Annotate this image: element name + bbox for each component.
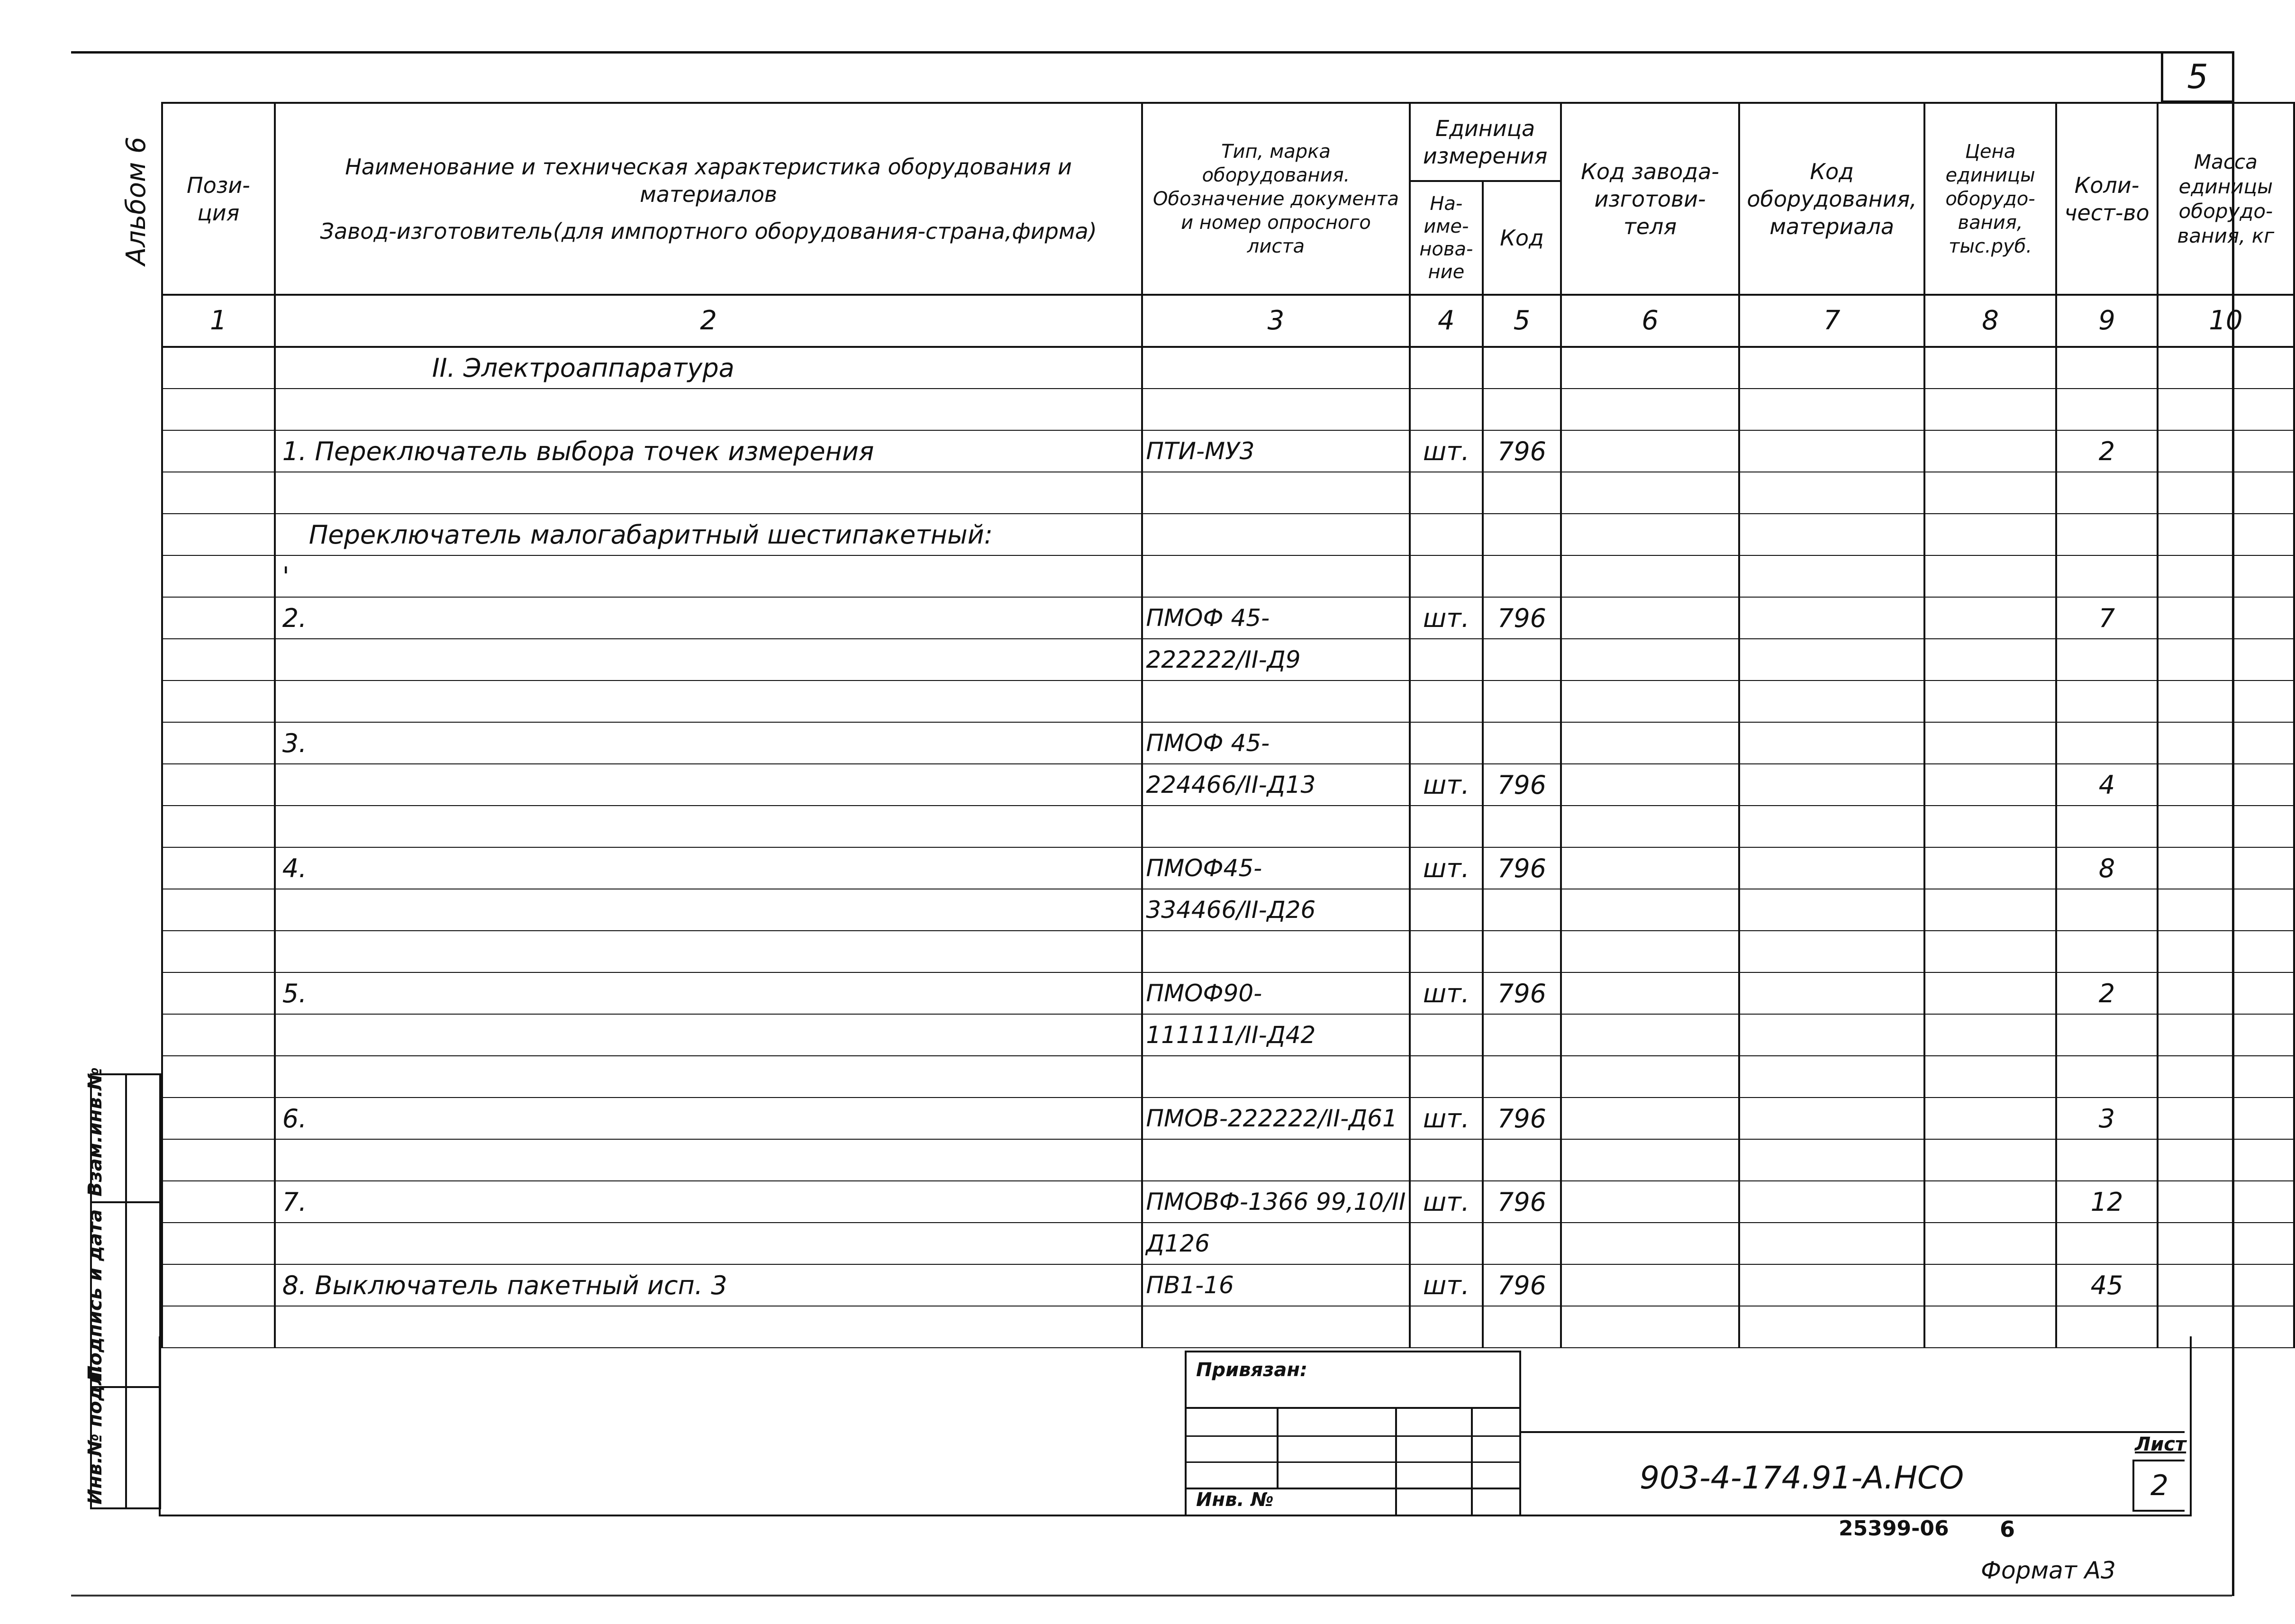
- header-name-line2: Завод-изготовитель(для импортного оборудования-страна,фирма): [320, 218, 1097, 244]
- cell-empty: [1924, 889, 2056, 931]
- header-equipment-code: Код оборудования, материала: [1739, 103, 1924, 295]
- cell-empty: [2158, 472, 2294, 514]
- cell-empty: [162, 430, 275, 472]
- cell-name: [275, 931, 1143, 972]
- cell-qty: 2: [2056, 430, 2158, 472]
- column-number: 2: [275, 295, 1143, 347]
- cell-code: 796: [1483, 430, 1561, 472]
- cell-empty: [1924, 1098, 2056, 1139]
- cell-qty: [2056, 389, 2158, 430]
- cell-empty: [1561, 889, 1740, 931]
- header-type: Тип, марка оборудования. Обозначение документа и номер опросного листа: [1142, 103, 1409, 295]
- cell-empty: [1561, 514, 1740, 555]
- cell-empty: [162, 1056, 275, 1098]
- cell-unit: [1410, 722, 1483, 764]
- cell-empty: [2158, 514, 2294, 555]
- cell-empty: [162, 931, 275, 972]
- cell-type: [1142, 1056, 1409, 1098]
- table-row: [162, 1223, 2294, 1264]
- table-row: [162, 1014, 2294, 1056]
- cell-empty: [2158, 1264, 2294, 1306]
- cell-unit: шт.: [1410, 847, 1483, 889]
- cell-unit: шт.: [1410, 764, 1483, 806]
- cell-empty: [2158, 847, 2294, 889]
- cell-empty: [2158, 972, 2294, 1014]
- cell-name: 1. Переключатель выбора точек измерения: [275, 430, 1143, 472]
- cell-empty: [162, 514, 275, 555]
- inv-number-label: Инв. №: [1196, 1489, 1274, 1511]
- cell-empty: [1924, 347, 2056, 389]
- cell-empty: [1924, 972, 2056, 1014]
- cell-empty: [1561, 847, 1740, 889]
- cell-empty: [162, 639, 275, 680]
- cell-unit: [1410, 1139, 1483, 1181]
- table-row: [162, 430, 2294, 472]
- cell-type: ПМОФ 45-: [1142, 597, 1409, 639]
- cell-empty: [162, 847, 275, 889]
- table-row: [162, 847, 2294, 889]
- cell-code: 796: [1483, 972, 1561, 1014]
- cell-unit: [1410, 1014, 1483, 1056]
- cell-name: [275, 389, 1143, 430]
- table-row: [162, 639, 2294, 680]
- specification-table: [161, 102, 2295, 1348]
- table-row: [162, 1264, 2294, 1306]
- cell-name: 6.: [275, 1098, 1143, 1139]
- cell-unit: [1410, 639, 1483, 680]
- cell-type: ПМОВФ-1366 99,10/II: [1142, 1181, 1409, 1223]
- stamp-inv-orig: Инв.№ подл.: [92, 1388, 161, 1509]
- cell-empty: [162, 1139, 275, 1181]
- cell-qty: [2056, 472, 2158, 514]
- stamp-vzam-inv: Взам.инв.№: [92, 1075, 161, 1203]
- cell-type: 222222/II-Д9: [1142, 639, 1409, 680]
- cell-empty: [1924, 639, 2056, 680]
- column-number: 6: [1561, 295, 1740, 347]
- header-unit-name: На-име-нова-ние: [1410, 181, 1483, 295]
- cell-name: [275, 1223, 1143, 1264]
- cell-empty: [2158, 639, 2294, 680]
- cell-qty: [2056, 555, 2158, 597]
- cell-qty: [2056, 680, 2158, 722]
- cell-empty: [1561, 389, 1740, 430]
- cell-empty: [162, 1014, 275, 1056]
- cell-type: ПМОФ90-: [1142, 972, 1409, 1014]
- cell-type: [1142, 1139, 1409, 1181]
- cell-code: [1483, 347, 1561, 389]
- cell-empty: [1924, 1056, 2056, 1098]
- cell-empty: [1739, 430, 1924, 472]
- header-price: Цена единицы оборудо-вания, тыс.руб.: [1924, 103, 2056, 295]
- cell-empty: [1561, 639, 1740, 680]
- cell-empty: [162, 1264, 275, 1306]
- cell-empty: [1739, 347, 1924, 389]
- cell-name: 5.: [275, 972, 1143, 1014]
- cell-empty: [2158, 1139, 2294, 1181]
- cell-name: [275, 764, 1143, 806]
- table-row: [162, 972, 2294, 1014]
- cell-qty: [2056, 1223, 2158, 1264]
- bottom-frame-line: [71, 1595, 2232, 1597]
- header-name: [275, 103, 1143, 295]
- cell-qty: [2056, 722, 2158, 764]
- cell-unit: шт.: [1410, 597, 1483, 639]
- cell-empty: [1561, 597, 1740, 639]
- cell-type: ПМОФ45-: [1142, 847, 1409, 889]
- cell-empty: [1561, 1139, 1740, 1181]
- cell-empty: [1739, 1139, 1924, 1181]
- cell-empty: [1924, 430, 2056, 472]
- cell-code: [1483, 1014, 1561, 1056]
- cell-empty: [2158, 1223, 2294, 1264]
- cell-empty: [2158, 430, 2294, 472]
- cell-empty: [2158, 347, 2294, 389]
- cell-empty: [1739, 1264, 1924, 1306]
- cell-empty: [1739, 514, 1924, 555]
- cell-code: 796: [1483, 597, 1561, 639]
- cell-code: [1483, 555, 1561, 597]
- cell-name: Переключатель малогабаритный шестипакетный:: [275, 514, 1143, 555]
- cell-unit: [1410, 806, 1483, 847]
- cell-code: [1483, 1056, 1561, 1098]
- cell-empty: [162, 680, 275, 722]
- cell-name: [275, 1056, 1143, 1098]
- cell-empty: [1561, 1264, 1740, 1306]
- cell-empty: [1561, 931, 1740, 972]
- cell-empty: [1739, 722, 1924, 764]
- cell-name: 7.: [275, 1181, 1143, 1223]
- column-number-row: [162, 295, 2294, 347]
- cell-qty: [2056, 347, 2158, 389]
- cell-empty: [2158, 680, 2294, 722]
- cell-name: 4.: [275, 847, 1143, 889]
- cell-type: 334466/II-Д26: [1142, 889, 1409, 931]
- cell-type: [1142, 514, 1409, 555]
- cell-code: [1483, 889, 1561, 931]
- cell-code: 796: [1483, 847, 1561, 889]
- cell-code: [1483, 1223, 1561, 1264]
- cell-empty: [1924, 931, 2056, 972]
- cell-type: Д126: [1142, 1223, 1409, 1264]
- cell-empty: [1561, 680, 1740, 722]
- cell-empty: [1924, 389, 2056, 430]
- cell-code: 796: [1483, 1181, 1561, 1223]
- cell-empty: [2158, 764, 2294, 806]
- cell-empty: [1924, 1181, 2056, 1223]
- cell-code: [1483, 472, 1561, 514]
- cell-qty: [2056, 1056, 2158, 1098]
- cell-code: [1483, 389, 1561, 430]
- cell-type: [1142, 931, 1409, 972]
- cell-empty: [1924, 514, 2056, 555]
- cell-qty: 3: [2056, 1098, 2158, 1139]
- cell-empty: [1924, 597, 2056, 639]
- cell-qty: [2056, 514, 2158, 555]
- column-number: 9: [2056, 295, 2158, 347]
- cell-empty: [1739, 639, 1924, 680]
- cell-empty: [1739, 1181, 1924, 1223]
- cell-qty: 45: [2056, 1264, 2158, 1306]
- cell-empty: [162, 347, 275, 389]
- header-mass: Масса единицы оборудо-вания, кг: [2158, 103, 2294, 295]
- cell-empty: [1739, 889, 1924, 931]
- cell-empty: [1561, 347, 1740, 389]
- column-number: 4: [1410, 295, 1483, 347]
- table-row: [162, 806, 2294, 847]
- cell-empty: [1739, 389, 1924, 430]
- cell-empty: [2158, 555, 2294, 597]
- cell-empty: [1561, 806, 1740, 847]
- top-frame-line: [71, 51, 2232, 54]
- header-name-line1: Наименование и техническая характеристика оборудования и материалов: [345, 154, 1072, 207]
- cell-empty: [162, 722, 275, 764]
- cell-empty: [162, 1098, 275, 1139]
- cell-empty: [1739, 764, 1924, 806]
- cell-code: [1483, 806, 1561, 847]
- cell-empty: [162, 806, 275, 847]
- cell-empty: [2158, 389, 2294, 430]
- page-sheet-number: 5: [2161, 53, 2232, 103]
- table-row: [162, 1056, 2294, 1098]
- cell-empty: [1924, 764, 2056, 806]
- cell-empty: [1924, 722, 2056, 764]
- cell-type: ПМОВ-222222/II-Д61: [1142, 1098, 1409, 1139]
- cell-empty: [162, 972, 275, 1014]
- cell-empty: [1739, 847, 1924, 889]
- archive-number: 25399-06: [1839, 1516, 1949, 1541]
- cell-name: 2.: [275, 597, 1143, 639]
- cell-unit: [1410, 1056, 1483, 1098]
- cell-empty: [1924, 1264, 2056, 1306]
- cell-empty: [2158, 597, 2294, 639]
- column-number: 5: [1483, 295, 1561, 347]
- cell-type: [1142, 472, 1409, 514]
- table-row: [162, 1181, 2294, 1223]
- cell-code: 796: [1483, 1098, 1561, 1139]
- cell-qty: 4: [2056, 764, 2158, 806]
- cell-empty: [1739, 680, 1924, 722]
- table-row: [162, 389, 2294, 430]
- cell-name: [275, 472, 1143, 514]
- cell-empty: [1561, 430, 1740, 472]
- column-number: 1: [162, 295, 275, 347]
- cell-code: [1483, 1139, 1561, 1181]
- cell-type: [1142, 347, 1409, 389]
- cell-empty: [2158, 1181, 2294, 1223]
- stamp-sign-date: Подпись и дата: [92, 1203, 161, 1388]
- cell-empty: [1739, 806, 1924, 847]
- cell-unit: шт.: [1410, 1181, 1483, 1223]
- cell-qty: [2056, 889, 2158, 931]
- cell-empty: [1739, 1098, 1924, 1139]
- cell-qty: 8: [2056, 847, 2158, 889]
- cell-empty: [1924, 555, 2056, 597]
- cell-unit: шт.: [1410, 972, 1483, 1014]
- cell-empty: [2158, 931, 2294, 972]
- sheet-number: 2: [2132, 1460, 2185, 1512]
- cell-name: [275, 806, 1143, 847]
- cell-code: [1483, 514, 1561, 555]
- cell-empty: [1924, 1223, 2056, 1264]
- cell-empty: [162, 1223, 275, 1264]
- cell-empty: [162, 555, 275, 597]
- cell-empty: [1739, 1223, 1924, 1264]
- cell-unit: [1410, 514, 1483, 555]
- header-factory-code: Код завода-изготови-теля: [1561, 103, 1740, 295]
- cell-empty: [1561, 1056, 1740, 1098]
- cell-name: 3.: [275, 722, 1143, 764]
- cell-empty: [2158, 1056, 2294, 1098]
- cell-empty: [1739, 1014, 1924, 1056]
- binding-block: [1185, 1351, 1521, 1516]
- cell-type: ПМОФ 45-: [1142, 722, 1409, 764]
- cell-qty: 12: [2056, 1181, 2158, 1223]
- cell-code: [1483, 639, 1561, 680]
- table-row: [162, 1098, 2294, 1139]
- cell-empty: [1739, 931, 1924, 972]
- cell-code: [1483, 931, 1561, 972]
- cell-type: ПВ1-16: [1142, 1264, 1409, 1306]
- table-row: [162, 889, 2294, 931]
- cell-name: [275, 639, 1143, 680]
- column-number: 8: [1924, 295, 2056, 347]
- cell-type: 224466/II-Д13: [1142, 764, 1409, 806]
- table-row: [162, 931, 2294, 972]
- bound-label: Привязан:: [1196, 1359, 1307, 1381]
- cell-type: ПТИ-МУ3: [1142, 430, 1409, 472]
- cell-code: 796: [1483, 1264, 1561, 1306]
- approval-stamp: [84, 1067, 161, 1509]
- cell-empty: [1739, 555, 1924, 597]
- cell-empty: [1739, 472, 1924, 514]
- table-row: [162, 722, 2294, 764]
- cell-type: [1142, 680, 1409, 722]
- cell-empty: [162, 597, 275, 639]
- cell-unit: [1410, 1223, 1483, 1264]
- cell-empty: [1924, 472, 2056, 514]
- cell-unit: [1410, 931, 1483, 972]
- cell-empty: [1924, 847, 2056, 889]
- cell-type: 111111/II-Д42: [1142, 1014, 1409, 1056]
- archive-sheet: 6: [2000, 1516, 2015, 1542]
- cell-empty: [1924, 1139, 2056, 1181]
- cell-empty: [1561, 722, 1740, 764]
- cell-empty: [1924, 1014, 2056, 1056]
- cell-qty: [2056, 931, 2158, 972]
- cell-unit: [1410, 889, 1483, 931]
- cell-empty: [1561, 555, 1740, 597]
- header-quantity: Коли-чест-во: [2056, 103, 2158, 295]
- cell-unit: шт.: [1410, 1264, 1483, 1306]
- cell-qty: 2: [2056, 972, 2158, 1014]
- cell-unit: [1410, 389, 1483, 430]
- cell-qty: [2056, 806, 2158, 847]
- cell-name: 8. Выключатель пакетный исп. 3: [275, 1264, 1143, 1306]
- cell-empty: [1561, 972, 1740, 1014]
- cell-empty: [1739, 1056, 1924, 1098]
- table-row: [162, 347, 2294, 389]
- column-number: 10: [2158, 295, 2294, 347]
- cell-name: [275, 889, 1143, 931]
- cell-unit: [1410, 555, 1483, 597]
- cell-empty: [1739, 597, 1924, 639]
- table-row: [162, 680, 2294, 722]
- cell-empty: [1739, 972, 1924, 1014]
- cell-empty: [162, 764, 275, 806]
- format-label: Формат А3: [1981, 1557, 2116, 1584]
- cell-name: ': [275, 555, 1143, 597]
- cell-name: [275, 1139, 1143, 1181]
- cell-empty: [1561, 472, 1740, 514]
- cell-empty: [1561, 1014, 1740, 1056]
- cell-qty: [2056, 1014, 2158, 1056]
- cell-name: [275, 680, 1143, 722]
- table-row: [162, 597, 2294, 639]
- cell-type: [1142, 389, 1409, 430]
- header-unit-code: Код: [1483, 181, 1561, 295]
- cell-unit: [1410, 680, 1483, 722]
- cell-empty: [2158, 889, 2294, 931]
- cell-empty: [1561, 764, 1740, 806]
- cell-empty: [1561, 1223, 1740, 1264]
- header-position: Пози-ция: [162, 103, 275, 295]
- cell-empty: [162, 1181, 275, 1223]
- cell-type: [1142, 806, 1409, 847]
- cell-empty: [162, 472, 275, 514]
- cell-qty: [2056, 1139, 2158, 1181]
- table-row: [162, 1139, 2294, 1181]
- cell-code: 796: [1483, 764, 1561, 806]
- cell-empty: [162, 389, 275, 430]
- column-number: 7: [1739, 295, 1924, 347]
- cell-unit: [1410, 472, 1483, 514]
- cell-empty: [162, 889, 275, 931]
- table-row: [162, 514, 2294, 555]
- cell-empty: [2158, 806, 2294, 847]
- cell-unit: [1410, 347, 1483, 389]
- cell-empty: [2158, 722, 2294, 764]
- sheet-label: Лист: [2135, 1433, 2186, 1455]
- album-label: Альбом 6: [121, 136, 152, 265]
- cell-code: [1483, 722, 1561, 764]
- cell-name: [275, 1014, 1143, 1056]
- cell-qty: 7: [2056, 597, 2158, 639]
- cell-unit: шт.: [1410, 1098, 1483, 1139]
- header-unit: Единица измерения: [1410, 103, 1561, 181]
- cell-empty: [1924, 680, 2056, 722]
- cell-unit: шт.: [1410, 430, 1483, 472]
- cell-empty: [1924, 806, 2056, 847]
- table-row: [162, 472, 2294, 514]
- cell-empty: [2158, 1014, 2294, 1056]
- table-row: [162, 764, 2294, 806]
- column-number: 3: [1142, 295, 1409, 347]
- cell-empty: [1561, 1181, 1740, 1223]
- table-row: [162, 555, 2294, 597]
- cell-code: [1483, 680, 1561, 722]
- cell-empty: [1561, 1098, 1740, 1139]
- cell-qty: [2056, 639, 2158, 680]
- cell-empty: [2158, 1098, 2294, 1139]
- document-code: 903-4-174.91-А.НСО: [1640, 1460, 1964, 1496]
- cell-name: II. Электроаппаратура: [275, 347, 1143, 389]
- cell-type: [1142, 555, 1409, 597]
